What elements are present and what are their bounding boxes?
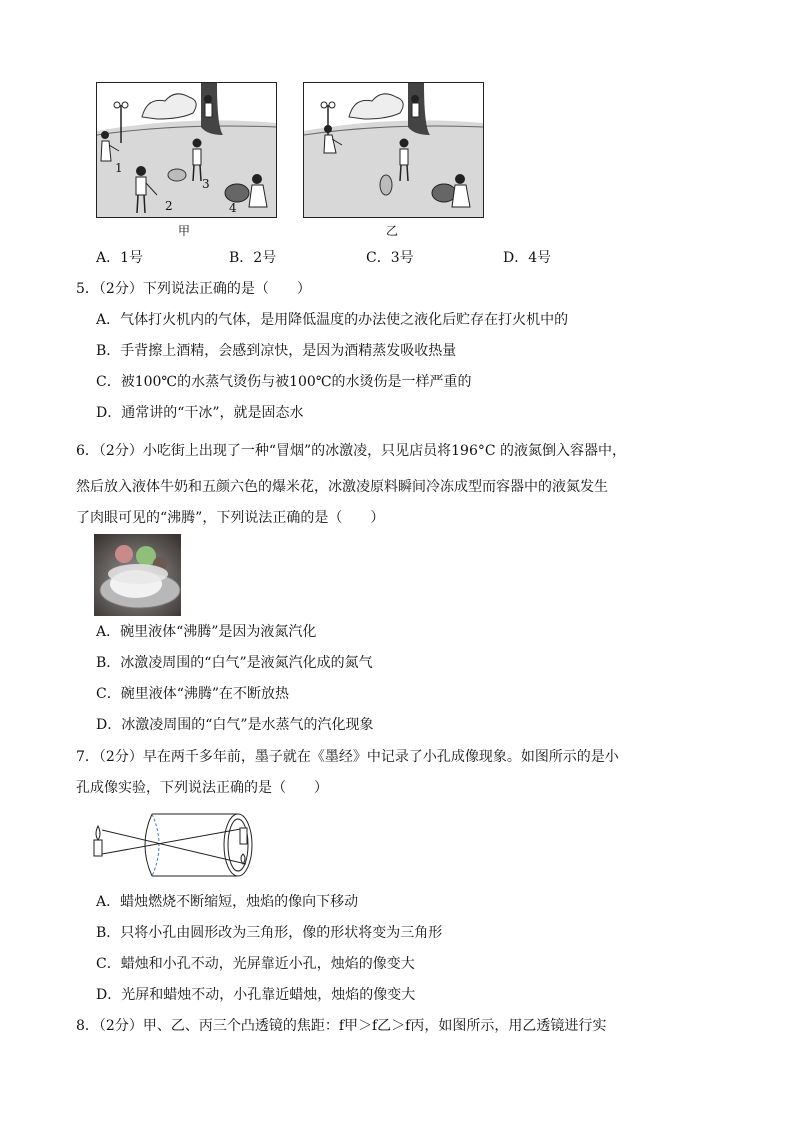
q6-option-a[interactable]: A．碗里液体“沸腾”是因为液氮汽化 bbox=[96, 624, 317, 640]
q6-stem-line-3: 了肉眼可见的“沸腾”，下列说法正确的是（ ） bbox=[76, 510, 385, 526]
q6-option-b[interactable]: B．冰激凌周围的“白气”是液氮汽化成的氮气 bbox=[96, 655, 373, 671]
q7-stem-line-1: 7．（2分）早在两千多年前，墨子就在《墨经》中记录了小孔成像现象。如图所示的是小 bbox=[76, 749, 619, 765]
park-scene-jia bbox=[97, 83, 276, 217]
q6-stem-line-1: 6．（2分）小吃街上出现了一种“冒烟”的冰激凌，只见店员将196°C 的液氮倒入容器中， bbox=[76, 443, 627, 459]
q7-stem-line-2: 孔成像实验，下列说法正确的是（ ） bbox=[76, 780, 328, 796]
q7-option-c[interactable]: C．蜡烛和小孔不动，光屏靠近小孔，烛焰的像变大 bbox=[96, 956, 415, 972]
figure-label-yi: 乙 bbox=[386, 224, 399, 238]
q6-option-d[interactable]: D．冰激凌周围的“白气”是水蒸气的汽化现象 bbox=[96, 717, 374, 733]
q7-option-b[interactable]: B．只将小孔由圆形改为三角形，像的形状将变为三角形 bbox=[96, 925, 443, 941]
q5-option-c[interactable]: C．被100℃的水蒸气烫伤与被100℃的水烫伤是一样严重的 bbox=[96, 374, 472, 390]
q5-stem: 5．（2分）下列说法正确的是（ ） bbox=[76, 281, 311, 297]
q5-option-d[interactable]: D．通常讲的“干冰”，就是固态水 bbox=[96, 405, 304, 421]
pinhole-camera-diagram bbox=[88, 808, 268, 882]
figure-number-1: 1 bbox=[115, 161, 123, 175]
q6-option-c[interactable]: C．碗里液体“沸腾”在不断放热 bbox=[96, 686, 290, 702]
q4-option-d[interactable]: D．4号 bbox=[503, 250, 552, 266]
figure-number-3: 3 bbox=[202, 177, 210, 191]
q7-option-d[interactable]: D．光屏和蜡烛不动，小孔靠近蜡烛，烛焰的像变大 bbox=[96, 987, 416, 1003]
q5-option-b[interactable]: B．手背擦上酒精，会感到凉快，是因为酒精蒸发吸收热量 bbox=[96, 343, 457, 359]
q6-stem-line-2: 然后放入液体牛奶和五颜六色的爆米花，冰激凌原料瞬间冷冻成型而容器中的液氮发生 bbox=[76, 479, 608, 495]
q8-stem: 8．（2分）甲、乙、丙三个凸透镜的焦距：f甲＞f乙＞f丙，如图所示，用乙透镜进行实 bbox=[76, 1018, 607, 1034]
scene-figure-jia bbox=[96, 82, 277, 218]
ice-cream-photo bbox=[94, 534, 181, 616]
q4-option-c[interactable]: C．3号 bbox=[366, 250, 414, 266]
pinhole-camera-svg bbox=[88, 808, 268, 882]
figure-number-4: 4 bbox=[229, 201, 237, 215]
q4-option-b[interactable]: B．2号 bbox=[229, 250, 277, 266]
figure-number-2: 2 bbox=[165, 199, 173, 213]
figure-label-jia: 甲 bbox=[178, 224, 191, 238]
scene-figure-yi bbox=[303, 82, 484, 218]
smoking-ice-cream-image bbox=[94, 534, 181, 616]
q7-option-a[interactable]: A．蜡烛燃烧不断缩短，烛焰的像向下移动 bbox=[96, 894, 359, 910]
park-scene-yi bbox=[304, 83, 483, 217]
q4-option-a[interactable]: A．1号 bbox=[96, 250, 144, 266]
q5-option-a[interactable]: A．气体打火机内的气体，是用降低温度的办法使之液化后贮存在打火机中的 bbox=[96, 312, 569, 328]
